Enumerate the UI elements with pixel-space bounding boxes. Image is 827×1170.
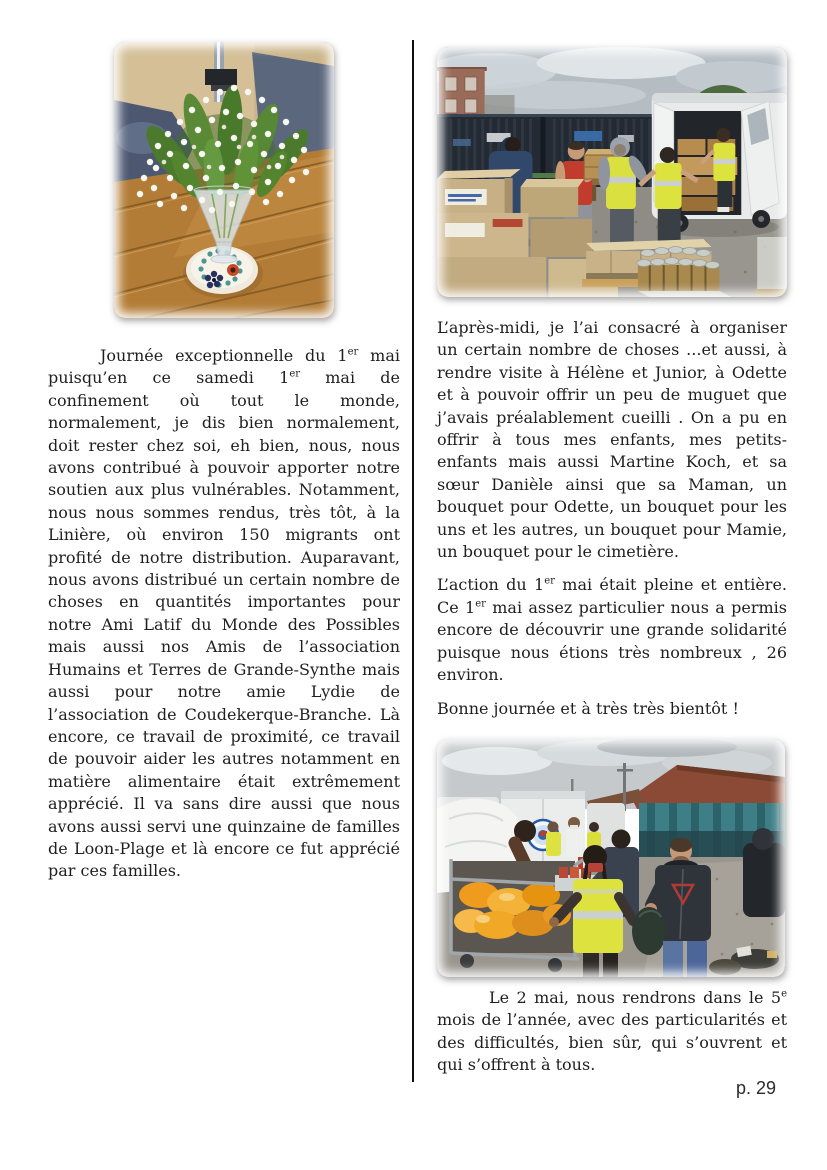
- text-segment: L’après-midi, je l’ai consacré à organiser un certain nombre de choses ...et aussi, à rendre visite à Hélène et Junior, à Odette et à pouvoir offrir un peu de muguet que j’avais préalablement cueilli . On a pu en offrir à tous mes enfants, mes petits-enfants mais aussi Martine Koch, et sa sœur Danièle ainsi que sa Maman, un bouquet pour Odette, un bouquet pour les uns et les autres, un bouquet pour Mamie, un bouquet pour le cimetière.: [437, 318, 787, 562]
- van-loading-illustration: [437, 47, 787, 297]
- text-segment: Journée exceptionnelle du 1: [100, 346, 348, 365]
- superscript-er: er: [289, 369, 301, 381]
- van-loading-photo: [437, 47, 787, 297]
- text-segment: L’action du 1: [437, 575, 545, 595]
- superscript-er: er: [544, 576, 555, 588]
- right-paragraph-may2: [437, 987, 787, 1077]
- food-distribution-illustration: [437, 739, 785, 977]
- left-column: [48, 42, 400, 883]
- superscript-e: e: [781, 988, 787, 1000]
- right-paragraph-greeting: [437, 698, 787, 720]
- muguet-bouquet-photo: [114, 42, 334, 318]
- food-distribution-photo: [437, 739, 785, 977]
- left-article-paragraph: [48, 345, 400, 883]
- text-segment: mois de l’année, avec des particularités et des difficultés, bien sûr, qui s’ouvrent et qui s’offrent à tous.: [437, 1010, 787, 1075]
- text-segment: mai puisqu’en ce samedi 1: [48, 346, 400, 388]
- text-segment: Bonne journée et à très très bientôt !: [437, 698, 739, 718]
- right-paragraph-action: [437, 574, 787, 686]
- column-divider-line: [412, 40, 414, 1082]
- muguet-photo-illustration: [114, 42, 334, 318]
- superscript-er: er: [347, 346, 359, 358]
- right-paragraph-afternoon: [437, 317, 787, 563]
- text-segment: mai assez particulier nous a permis encore de découvrir une grande solidarité puisque nous étions très nombreux , 26 environ.: [437, 597, 787, 685]
- text-segment: mai était pleine et entière. Ce 1: [437, 575, 787, 617]
- text-segment: mai de confinement où tout le monde, normalement, je dis bien normalement, doit rester chez soi, eh bien, nous, nous avons contribué à pouvoir apporter notre soutien aux plus vulnérables. Notamment, nous nous sommes rendus, très tôt, à la Linière, où environ 150 migrants ont profité de notre distribution. Auparavant, nous avons distribué un certain nombre de choses en quantités importantes pour notre Ami Latif du Monde des Possibles mais aussi nos Amis de l’association Humains et Terres de Grande-Synthe mais aussi pour notre amie Lydie de l’association de Coudekerque-Branche. Là encore, ce travail de proximité, ce travail de pouvoir aider les autres notamment en matière alimentaire était extrêmement apprécié. Il va sans dire aussi que nous avons aussi servi une quinzaine de familles de Loon-Plage et là encore ce fut apprécié par ces familles.: [48, 368, 400, 881]
- superscript-er: er: [475, 598, 486, 610]
- page-number: p. 29: [736, 1078, 777, 1098]
- text-segment: Le 2 mai, nous rendrons dans le 5: [489, 987, 782, 1007]
- right-column: [437, 47, 787, 1077]
